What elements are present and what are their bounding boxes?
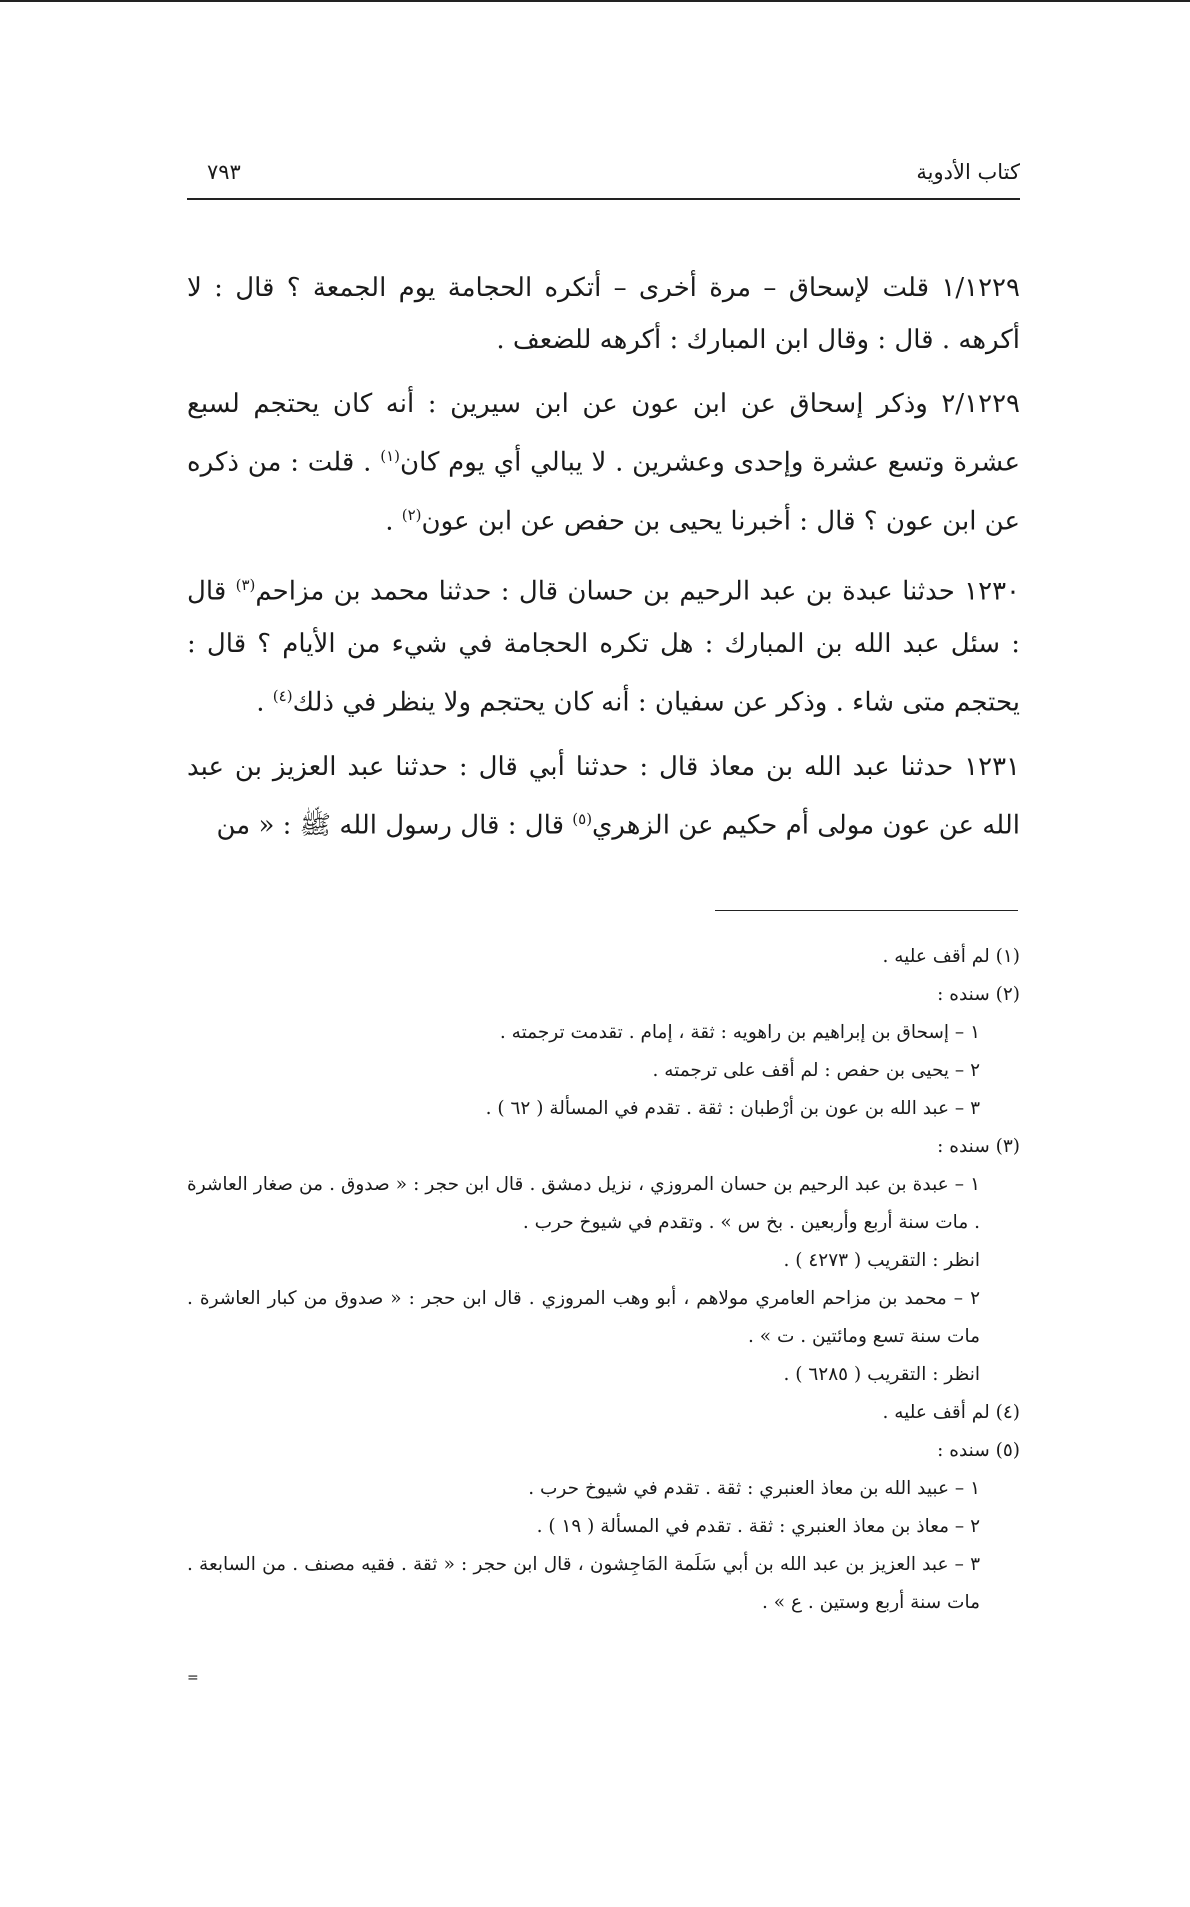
footnote-4: (٤) لم أقف عليه . bbox=[882, 1402, 1020, 1423]
footnote-3-heading: (٣) سنده : bbox=[937, 1136, 1020, 1157]
entry-1229-2 bbox=[187, 378, 1020, 547]
entry-body: وذكر إسحاق عن ابن عون عن ابن سيرين : أنه كان يحتجم لسبع عشرة وتسع عشرة وإحدى وعشرين . لا يبالي أي يوم كان bbox=[187, 389, 1020, 478]
footnote-5-item: ٢ – معاذ بن معاذ العنبري : ثقة . تقدم في المسألة ( ١٩ ) . bbox=[536, 1516, 980, 1537]
entry-number: ١٢٣١ bbox=[964, 751, 1020, 782]
continuation-mark: = bbox=[187, 1670, 199, 1686]
footnote-2-heading: (٢) سنده : bbox=[937, 984, 1020, 1005]
footnote-1: (١) لم أقف عليه . bbox=[882, 946, 1020, 967]
entry-1230 bbox=[187, 559, 1020, 728]
footnote-2-item: ٣ – عبد الله بن عون بن أرْطبان : ثقة . تقدم في المسألة ( ٦٢ ) . bbox=[485, 1098, 980, 1119]
footnote-ref[interactable]: (٤) bbox=[272, 686, 293, 705]
entry-body: . bbox=[256, 687, 265, 718]
entry-number: ١/١٢٢٩ bbox=[941, 273, 1020, 303]
footnote-3-item: ٢ – محمد بن مزاحم العامري مولاهم ، أبو وهب المروزي . قال ابن حجر : « صدوق من كبار العاشرة . مات سنة تسع ومائتين . ت » . bbox=[187, 1288, 980, 1347]
footnote-separator bbox=[715, 910, 1018, 911]
entry-body: . bbox=[385, 506, 394, 537]
entry-body: حدثنا عبدة بن عبد الرحيم بن حسان قال : حدثنا محمد بن مزاحم bbox=[255, 576, 955, 607]
entry-1231 bbox=[187, 741, 1020, 852]
entry-body: قال : قال رسول الله ﷺ : « من bbox=[216, 810, 564, 841]
footnote-5-item: ١ – عبيد الله بن معاذ العنبري : ثقة . تقدم في شيوخ حرب . bbox=[528, 1478, 980, 1499]
entry-body: قال : سئل عبد الله بن المبارك : هل تكره الحجامة في شيء من الأيام ؟ قال : يحتجم متى شاء . وذكر عن سفيان : أنه كان يحتجم ولا ينظر في ذلك bbox=[187, 576, 1020, 718]
footnote-ref[interactable]: (١) bbox=[380, 447, 400, 465]
footnotes bbox=[187, 938, 1020, 1622]
running-header bbox=[187, 160, 1020, 194]
footnote-2-item: ٢ – يحيى بن حفص : لم أقف على ترجمته . bbox=[652, 1060, 980, 1081]
page-number: ٧٩٣ bbox=[207, 160, 241, 184]
footnote-5-item: ٣ – عبد العزيز بن عبد الله بن أبي سَلَمة المَاجِشون ، قال ابن حجر : « ثقة . فقيه مصنف . من السابعة . مات سنة أربع وستين . ع » . bbox=[187, 1554, 980, 1613]
header-rule bbox=[187, 198, 1020, 200]
entry-body: قلت لإسحاق – مرة أخرى – أتكره الحجامة يوم الجمعة ؟ قال : لا أكرهه . قال : وقال ابن المبارك : أكرهه للضعف . bbox=[187, 273, 1020, 355]
main-text bbox=[187, 262, 1020, 863]
footnote-5-heading: (٥) سنده : bbox=[937, 1440, 1020, 1461]
footnote-3-item: ١ – عبدة بن عبد الرحيم بن حسان المروزي ، نزيل دمشق . قال ابن حجر : « صدوق . من صغار العاشرة . مات سنة أربع وأربعين . بخ س » . وتقدم في شيوخ حرب . bbox=[187, 1174, 980, 1233]
entry-body: حدثنا عبد الله بن معاذ قال : حدثنا أبي قال : حدثنا عبد العزيز بن عبد الله عن عون مولى أم حكيم عن الزهري bbox=[187, 751, 1020, 841]
footnote-3-ref: انظر : التقريب ( ٦٢٨٥ ) . bbox=[783, 1364, 980, 1385]
footnote-ref[interactable]: (٢) bbox=[401, 505, 422, 524]
entry-number: ٢/١٢٢٩ bbox=[941, 389, 1021, 419]
footnote-2-item: ١ – إسحاق بن إبراهيم بن راهويه : ثقة ، إمام . تقدمت ترجمته . bbox=[499, 1022, 980, 1043]
entry-number: ١٢٣٠ bbox=[964, 576, 1021, 607]
entry-1229-1 bbox=[187, 262, 1020, 366]
footnote-ref[interactable]: (٣) bbox=[235, 576, 256, 595]
footnote-ref[interactable]: (٥) bbox=[572, 809, 593, 828]
entry-body: . قلت : من ذكره عن ابن عون ؟ قال : أخبرنا يحيى بن حفص عن ابن عون bbox=[187, 447, 1020, 537]
book-title: كتاب الأدوية bbox=[916, 160, 1020, 184]
footnote-3-ref: انظر : التقريب ( ٤٢٧٣ ) . bbox=[783, 1250, 980, 1271]
